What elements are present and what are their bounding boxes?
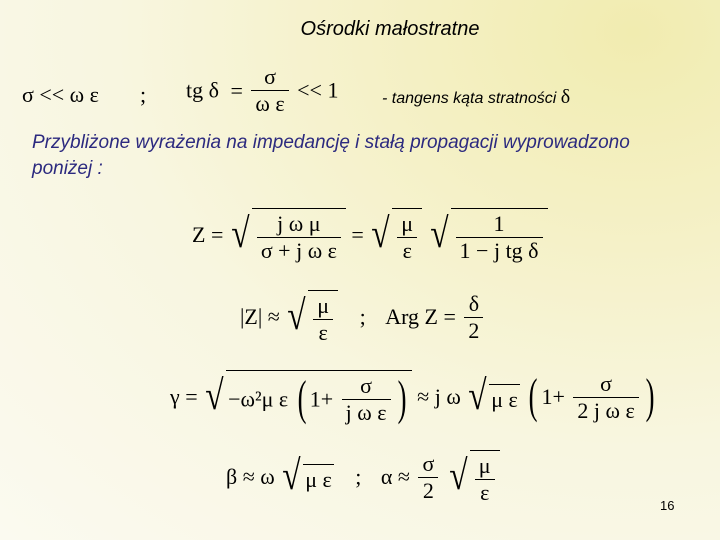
- impedance-equation: [192, 208, 548, 262]
- condition-separator: ;: [140, 82, 147, 107]
- sqrt-6: √ μ ε: [468, 373, 518, 420]
- slide-title: Ośrodki małostratne: [300, 18, 480, 40]
- gamma-frac-num: σ: [342, 375, 391, 400]
- gamma-one: 1+: [309, 386, 334, 412]
- sqrt-4: √ $\frac{\mu}{\varepsilon}$: [285, 290, 338, 344]
- alpha-den: 2: [422, 477, 434, 503]
- tg-numerator: σ: [251, 66, 288, 91]
- beta-lhs: β ≈ ω: [226, 464, 275, 489]
- phase-attenuation: [226, 450, 500, 504]
- arg-z: Arg Z =: [385, 304, 456, 329]
- tg-tail: << 1: [297, 77, 339, 103]
- gamma-radicand: −ω²μ ε: [228, 386, 289, 412]
- tg-delta: tg δ: [186, 77, 219, 103]
- sqrt-5: √ −ω²μ ε ( 1+ $\frac{\sigma}{\text{j ω ε}}$ ): [203, 370, 412, 424]
- alpha-num: σ: [418, 453, 438, 478]
- gamma-one-2: 1+: [541, 384, 565, 409]
- alpha-mu: μ: [475, 455, 495, 480]
- eq4-sep: ;: [355, 464, 362, 489]
- delta-symbol: δ: [560, 86, 571, 108]
- alpha-fraction: [418, 450, 438, 503]
- gamma-f2-num: σ: [573, 373, 638, 398]
- beta-root: μ ε: [303, 464, 334, 491]
- abs-eps: ε: [318, 320, 328, 345]
- z-lhs: Z =: [192, 222, 224, 247]
- arg-den: 2: [468, 317, 480, 343]
- loss-condition: [22, 84, 99, 106]
- gamma-f2-den: 2 j ω ε: [577, 397, 635, 423]
- alpha-lhs: α ≈: [380, 464, 410, 489]
- abs-mu: μ: [313, 295, 333, 320]
- tg-denominator: ω ε: [255, 91, 285, 116]
- arg-num: δ: [464, 293, 483, 318]
- page-number: 16: [660, 498, 675, 513]
- sqrt-7: √ μ ε: [282, 453, 332, 500]
- gamma-frac-den: j ω ε: [345, 400, 387, 425]
- tangent-condition: [186, 66, 338, 115]
- sqrt-1: √ $\frac{\text{j ω μ}}{\text{σ + j ω ε}}$: [229, 208, 346, 262]
- z-mu: μ: [397, 213, 417, 238]
- intro-text: Przybliżone wyrażenia na impedancję i stałą propagacji wyprowadzono poniżej :: [32, 132, 630, 179]
- sqrt-3: √ $\frac{1}{\text{1 − j tg δ}}$: [428, 208, 548, 262]
- sqrt-8: √ $\frac{\mu}{\varepsilon}$: [447, 450, 500, 504]
- z-frac-den: σ + j ω ε: [260, 238, 337, 263]
- arg-fraction: [464, 290, 483, 343]
- z-equals: =: [351, 222, 364, 247]
- gamma-lhs: γ =: [170, 384, 198, 409]
- z-eps: ε: [402, 238, 412, 263]
- impedance-magnitude: [240, 290, 486, 344]
- gamma-approx: ≈ j ω: [417, 384, 461, 409]
- gamma-root: μ ε: [489, 384, 520, 411]
- condition-left: σ << ω ε: [22, 82, 99, 107]
- z-frac-num: j ω μ: [257, 213, 341, 238]
- propagation-constant: γ = √ −ω²μ ε ( 1+ $\frac{\sigma}{\text{j ω ε}}$ ) ≈ j ω √ μ ε ( 1+ $\frac{\sigma}{\text{2 j ω ε}}$ ): [170, 369, 655, 426]
- z-one: 1: [456, 213, 543, 238]
- eq2-sep: ;: [359, 304, 366, 329]
- note-text: - tangens kąta stratności: [382, 90, 561, 107]
- z-tg-den: 1 − j tg δ: [459, 238, 539, 263]
- alpha-eps: ε: [480, 480, 490, 505]
- abs-z: |Z| ≈: [240, 304, 280, 329]
- tg-equals: =: [230, 77, 243, 103]
- loss-tangent-note: [382, 86, 570, 109]
- tg-fraction: [251, 66, 288, 115]
- sqrt-2: √ $\frac{\mu}{\varepsilon}$: [369, 208, 422, 262]
